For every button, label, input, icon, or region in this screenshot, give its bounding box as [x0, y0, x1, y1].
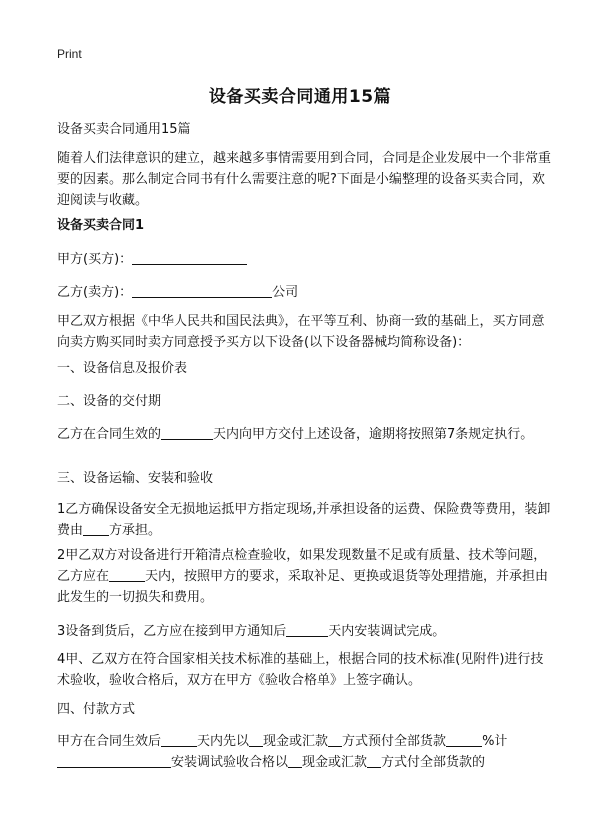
payment-a: 甲方在合同生效后 — [57, 734, 162, 749]
payment-g: 现金或汇款 — [302, 755, 368, 770]
heading-transport: 三、设备运输、安装和验收 — [57, 471, 214, 486]
delivery-post: 天内向甲方交付上述设备，逾期将按照第7条规定执行。 — [213, 427, 534, 442]
item1-paragraph — [57, 499, 552, 541]
party-a-blank[interactable] — [132, 250, 247, 265]
payment-c: 现金或汇款 — [263, 734, 329, 749]
party-b-suffix: 公司 — [272, 285, 299, 300]
delivery-paragraph — [57, 424, 552, 445]
payment-f: 安装调试验收合格以 — [171, 755, 289, 770]
item2-pre: 2甲乙双方对设备进行开箱清点检查验收，如果发现数量不足或有质量、技术等问题，乙方应在 — [57, 548, 547, 584]
delivery-pre: 乙方在合同生效的 — [57, 427, 162, 442]
party-b-label: 乙方(卖方)： — [57, 285, 133, 300]
item4-paragraph: 4甲、乙双方在符合国家相关技术标准的基础上，根据合同的技术标准(见附件)进行技术验收，验收合格后，双方在甲方《验收合格单》上签字确认。 — [57, 652, 544, 688]
item3-paragraph — [57, 621, 552, 642]
payment-blank-5[interactable] — [367, 753, 381, 768]
payment-blank-2[interactable] — [328, 732, 342, 747]
payment-blank-4[interactable] — [288, 753, 302, 768]
payment-h: 方式付全部货款的 — [381, 755, 486, 770]
payment-days-blank[interactable] — [161, 732, 197, 747]
item1-pre: 1乙方确保设备安全无损地运抵甲方指定现场,并承担设备的运费、保险费等费用，装卸费由 — [57, 502, 551, 538]
preamble-paragraph: 甲乙双方根据《中华人民共和国民法典》，在平等互利、协商一致的基础上，买方同意向卖方购买同时卖方同意授予买方以下设备(以下设备器械均简称设备)： — [57, 314, 545, 350]
intro-paragraph: 随着人们法律意识的建立，越来越多事情需要用到合同，合同是企业发展中一个非常重要的因素。那么制定合同书有什么需要注意的呢?下面是小编整理的设备买卖合同，欢迎阅读与收藏。 — [57, 151, 552, 208]
payment-d: 方式预付全部货款 — [342, 734, 447, 749]
document-subtitle: 设备买卖合同通用15篇 — [57, 122, 191, 137]
party-b-blank[interactable] — [132, 283, 272, 298]
payment-b: 天内先以 — [197, 734, 250, 749]
payment-blank-3[interactable] — [57, 753, 171, 768]
item1-blank[interactable] — [83, 521, 109, 536]
section-title: 设备买卖合同1 — [57, 218, 145, 233]
heading-equipment-info: 一、设备信息及报价表 — [57, 361, 188, 376]
payment-e: %计 — [482, 734, 508, 749]
item3-blank[interactable] — [286, 622, 328, 637]
item2-blank[interactable] — [109, 567, 145, 582]
print-link[interactable]: Print — [57, 47, 82, 61]
party-a-label: 甲方(买方)： — [57, 252, 133, 267]
payment-paragraph — [57, 731, 552, 773]
heading-payment: 四、付款方式 — [57, 702, 136, 717]
party-a-line — [57, 249, 552, 270]
item3-pre: 3设备到货后，乙方应在接到甲方通知后 — [57, 624, 287, 639]
item1-post: 方承担。 — [109, 523, 162, 538]
party-b-line — [57, 282, 552, 303]
page-title: 设备买卖合同通用15篇 — [208, 87, 392, 107]
payment-blank-1[interactable] — [249, 732, 263, 747]
item3-post: 天内安装调试完成。 — [328, 624, 446, 639]
item2-post: 天内，按照甲方的要求，采取补足、更换或退货等处理措施，并承担由此发生的一切损失和费用。 — [57, 569, 549, 605]
payment-percent-blank[interactable] — [446, 732, 482, 747]
item2-paragraph — [57, 545, 552, 608]
delivery-days-blank[interactable] — [161, 425, 213, 440]
heading-delivery: 二、设备的交付期 — [57, 394, 162, 409]
